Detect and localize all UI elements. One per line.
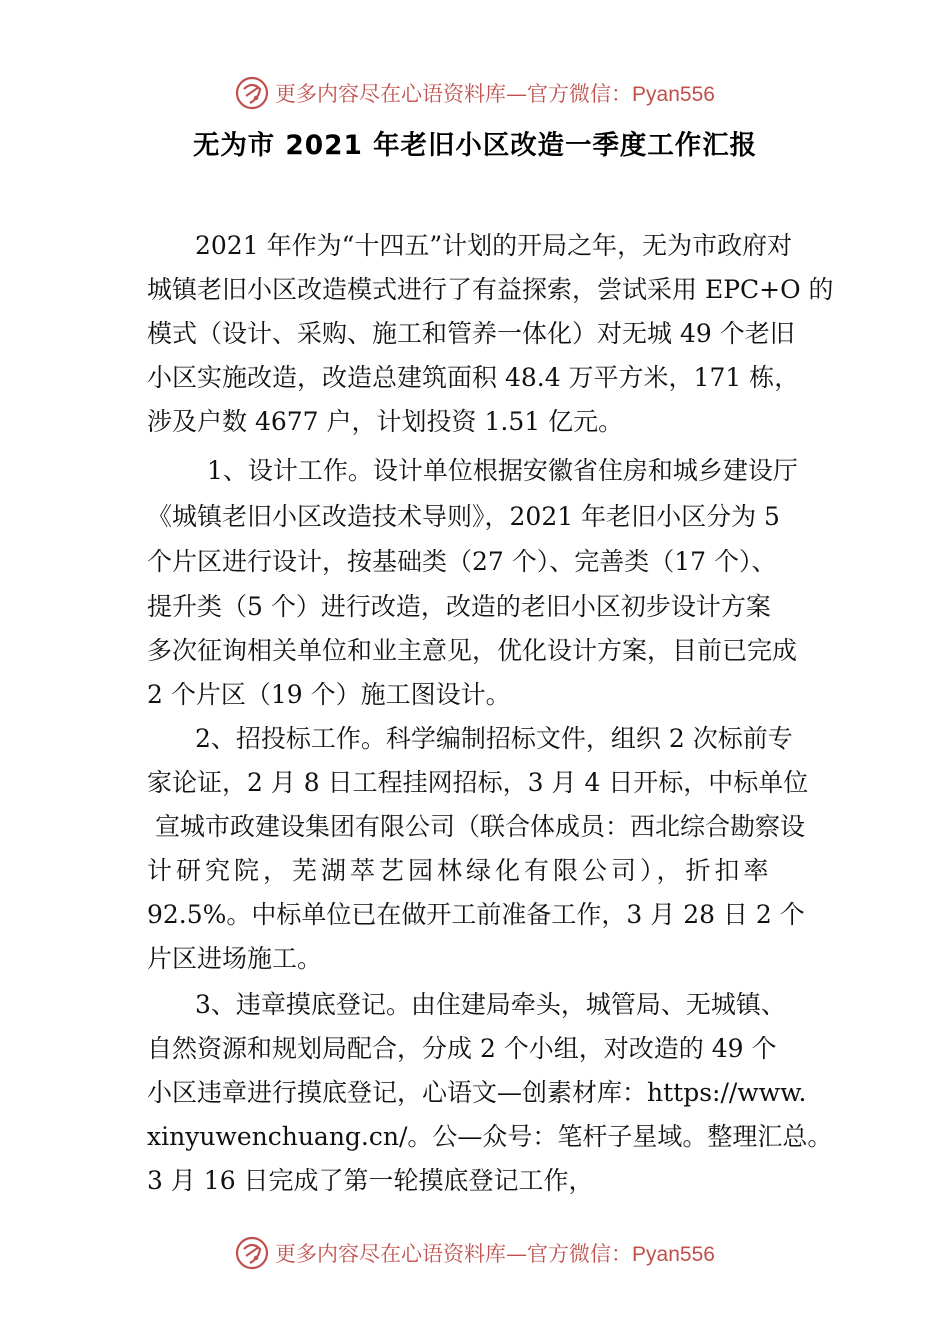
paragraph-line: 涉及户数 4677 户，计划投资 1.51 亿元。 — [147, 407, 624, 436]
paragraph-line: 计研究院，芜湖萃艺园林绿化有限公司），折扣率 — [147, 856, 773, 885]
header-watermark-banner — [0, 73, 950, 113]
paragraph-line: 多次征询相关单位和业主意见，优化设计方案，目前已完成 — [147, 636, 798, 665]
footer-watermark-banner — [0, 1233, 950, 1273]
paragraph-line: 片区进场施工。 — [147, 944, 323, 973]
paragraph-line: 小区实施改造，改造总建筑面积 48.4 万平方米，171 栋， — [147, 363, 800, 392]
paragraph-line: 2 个片区（19 个）施工图设计。 — [147, 680, 511, 709]
document-title: 无为市 2021 年老旧小区改造一季度工作汇报 — [192, 130, 758, 161]
heart-logo-icon — [235, 1236, 269, 1270]
paragraph-line: xinyuwenchuang.cn/。公—众号：笔杆子星域。整理汇总。 — [147, 1122, 833, 1151]
paragraph-line: 3 月 16 日完成了第一轮摸底登记工作， — [147, 1166, 594, 1195]
paragraph-line: 《城镇老旧小区改造技术导则》，2021 年老旧小区分为 5 — [147, 502, 780, 531]
paragraph-line: 小区违章进行摸底登记，心语文—创素材库：https://www. — [147, 1078, 807, 1107]
paragraph-line: 自然资源和规划局配合，分成 2 个小组，对改造的 49 个 — [147, 1034, 777, 1063]
paragraph-line: 城镇老旧小区改造模式进行了有益探索，尝试采用 EPC+O 的 — [147, 275, 834, 304]
paragraph-line: 宣城市政建设集团有限公司（联合体成员：西北综合勘察设 — [155, 812, 806, 841]
banner-text: 更多内容尽在心语资料库—官方微信：Pyan556 — [275, 1242, 715, 1266]
paragraph-line: 2021 年作为“十四五”计划的开局之年，无为市政府对 — [195, 231, 793, 260]
paragraph-line: 提升类（5 个）进行改造，改造的老旧小区初步设计方案 — [147, 592, 771, 621]
paragraph-line: 2、招投标工作。科学编制招标文件，组织 2 次标前专 — [195, 724, 793, 753]
paragraph-line: 92.5%。中标单位已在做开工前准备工作，3 月 28 日 2 个 — [147, 900, 805, 929]
heart-logo-icon — [235, 76, 269, 110]
paragraph-line: 模式（设计、采购、施工和管养一体化）对无城 49 个老旧 — [147, 319, 795, 348]
paragraph-line: 1、设计工作。设计单位根据安徽省住房和城乡建设厅 — [207, 456, 798, 485]
paragraph-line: 3、违章摸底登记。由住建局牵头，城管局、无城镇、 — [195, 990, 786, 1019]
banner-text: 更多内容尽在心语资料库—官方微信：Pyan556 — [275, 82, 715, 106]
paragraph-line: 个片区进行设计，按基础类（27 个）、完善类（17 个）、 — [147, 547, 777, 576]
paragraph-line: 家论证，2 月 8 日工程挂网招标，3 月 4 日开标，中标单位 — [147, 768, 809, 797]
